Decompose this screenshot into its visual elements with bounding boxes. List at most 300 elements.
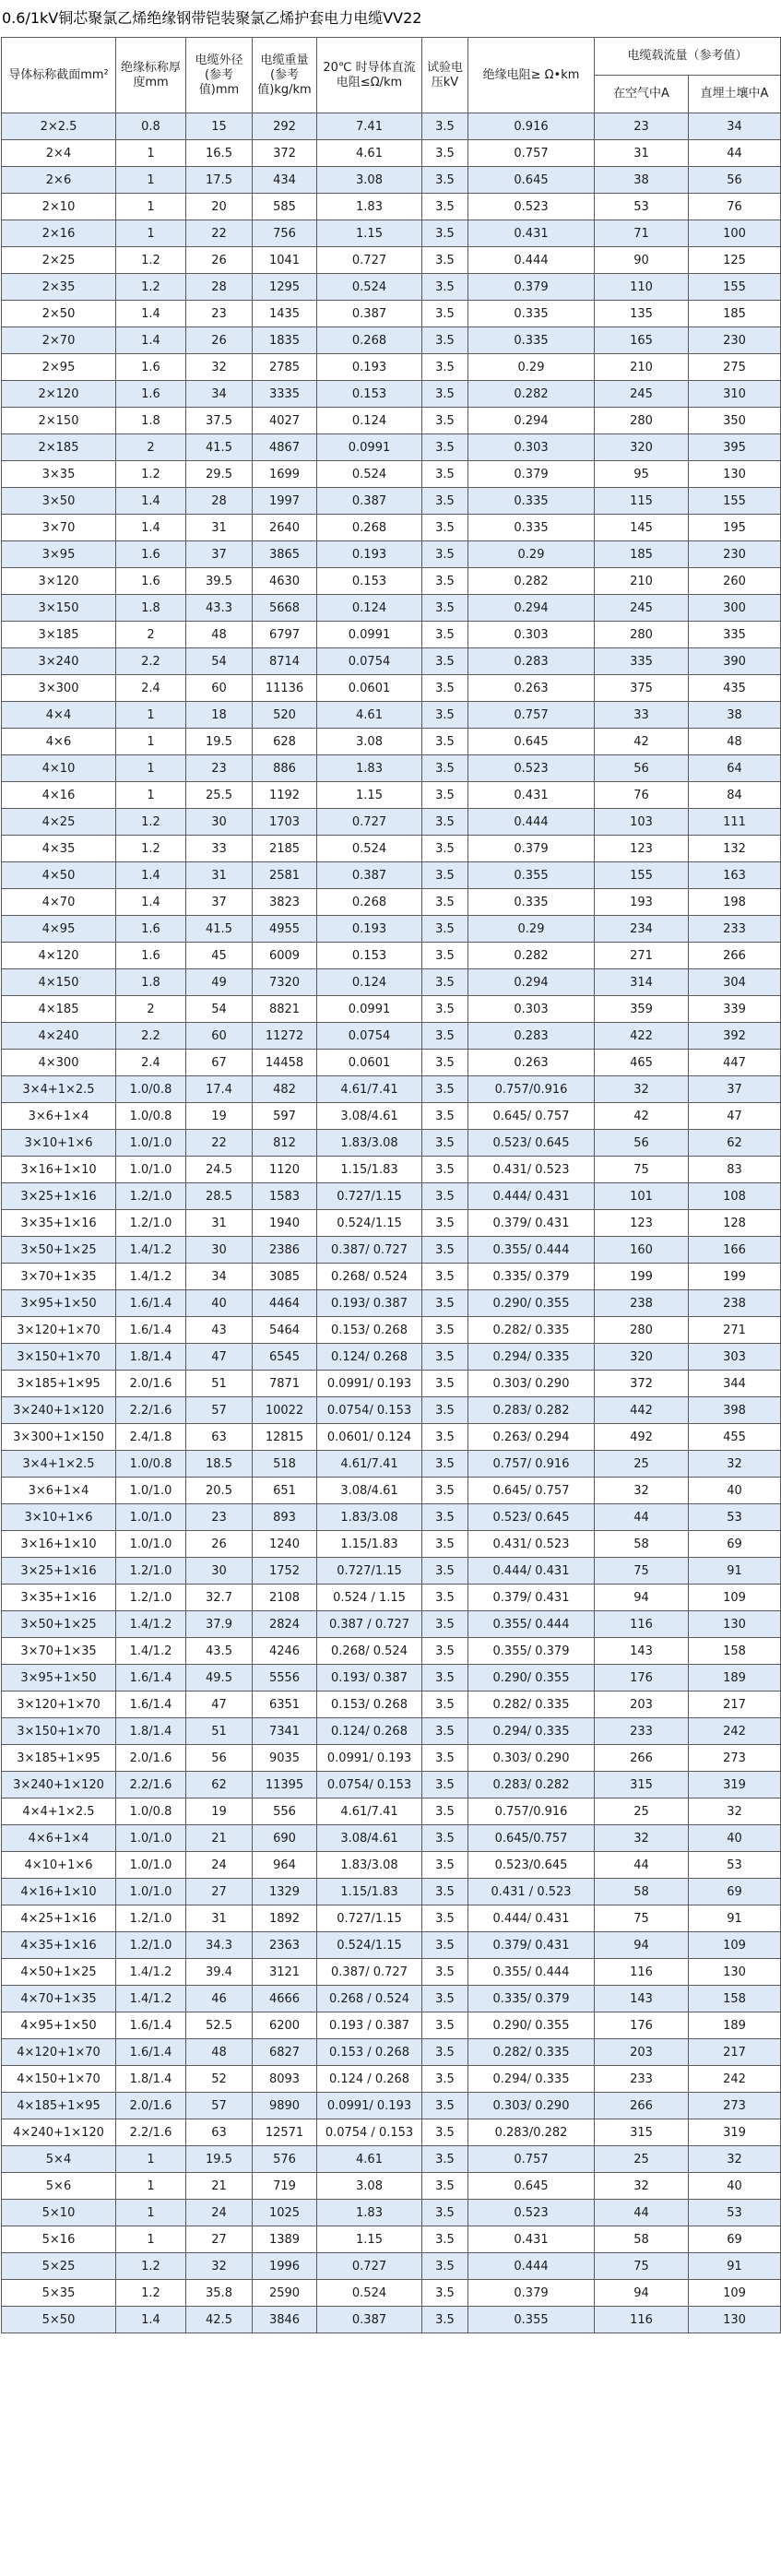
cell-weight: 8821 xyxy=(253,996,317,1023)
cell-insulation: 2.4/1.8 xyxy=(116,1424,186,1451)
table-row xyxy=(2,969,781,996)
cell-diameter: 37.9 xyxy=(186,1611,253,1638)
cell-insulation-resistance: 0.916 xyxy=(468,113,595,140)
cell-current-soil: 398 xyxy=(689,1397,781,1424)
cell-diameter: 60 xyxy=(186,1023,253,1050)
cell-weight: 1389 xyxy=(253,2226,317,2253)
cell-voltage: 3.5 xyxy=(422,809,468,836)
cell-insulation-resistance: 0.282 xyxy=(468,943,595,969)
cell-weight: 719 xyxy=(253,2173,317,2200)
cell-resistance: 0.193 / 0.387 xyxy=(317,2012,422,2039)
cell-current-soil: 109 xyxy=(689,1932,781,1959)
cell-insulation-resistance: 0.379 xyxy=(468,274,595,301)
cell-diameter: 39.5 xyxy=(186,568,253,595)
cell-diameter: 41.5 xyxy=(186,916,253,943)
cell-insulation-resistance: 0.431 xyxy=(468,782,595,809)
cell-voltage: 3.5 xyxy=(422,1076,468,1103)
cell-current-soil: 447 xyxy=(689,1050,781,1076)
cell-insulation-resistance: 0.645/ 0.757 xyxy=(468,1103,595,1130)
cell-insulation-resistance: 0.645 xyxy=(468,729,595,755)
cell-spec: 2×10 xyxy=(2,194,116,220)
cell-current-air: 160 xyxy=(595,1237,689,1264)
cell-insulation: 1.2 xyxy=(116,2253,186,2280)
cell-voltage: 3.5 xyxy=(422,113,468,140)
cell-current-soil: 40 xyxy=(689,2173,781,2200)
cell-weight: 893 xyxy=(253,1504,317,1531)
cell-current-air: 32 xyxy=(595,1076,689,1103)
table-row xyxy=(2,1745,781,1772)
cell-resistance: 0.193/ 0.387 xyxy=(317,1290,422,1317)
cell-insulation: 1.4/1.2 xyxy=(116,1638,186,1665)
cell-weight: 3865 xyxy=(253,541,317,568)
table-row xyxy=(2,889,781,916)
cell-weight: 690 xyxy=(253,1825,317,1852)
cell-insulation-resistance: 0.645/ 0.757 xyxy=(468,1478,595,1504)
table-row xyxy=(2,1424,781,1451)
cell-diameter: 34.3 xyxy=(186,1932,253,1959)
col-header-spec: 导体标称截面mm² xyxy=(2,38,116,113)
cell-diameter: 57 xyxy=(186,1397,253,1424)
cell-spec: 3×16+1×10 xyxy=(2,1157,116,1183)
cell-current-soil: 271 xyxy=(689,1317,781,1344)
table-row xyxy=(2,1076,781,1103)
cell-resistance: 1.15/1.83 xyxy=(317,1531,422,1558)
cell-insulation: 1 xyxy=(116,140,186,167)
cell-diameter: 48 xyxy=(186,2039,253,2066)
cell-weight: 3846 xyxy=(253,2307,317,2333)
cell-voltage: 3.5 xyxy=(422,1264,468,1290)
table-row xyxy=(2,1237,781,1264)
cell-resistance: 0.387 xyxy=(317,301,422,327)
cell-diameter: 32 xyxy=(186,354,253,381)
cell-insulation-resistance: 0.523/ 0.645 xyxy=(468,1130,595,1157)
cell-weight: 3085 xyxy=(253,1264,317,1290)
cell-insulation-resistance: 0.283 xyxy=(468,1023,595,1050)
cell-current-air: 110 xyxy=(595,274,689,301)
cell-insulation-resistance: 0.283/ 0.282 xyxy=(468,1397,595,1424)
cell-diameter: 41.5 xyxy=(186,434,253,461)
cell-spec: 3×300+1×150 xyxy=(2,1424,116,1451)
cell-current-air: 58 xyxy=(595,1531,689,1558)
cell-weight: 4666 xyxy=(253,1986,317,2012)
cell-current-air: 315 xyxy=(595,1772,689,1798)
cell-diameter: 25.5 xyxy=(186,782,253,809)
cell-resistance: 1.83/3.08 xyxy=(317,1504,422,1531)
cell-spec: 4×35+1×16 xyxy=(2,1932,116,1959)
cell-voltage: 3.5 xyxy=(422,1050,468,1076)
cell-current-air: 372 xyxy=(595,1371,689,1397)
cell-voltage: 3.5 xyxy=(422,354,468,381)
cell-resistance: 0.727/1.15 xyxy=(317,1183,422,1210)
cell-resistance: 3.08/4.61 xyxy=(317,1825,422,1852)
cell-weight: 5464 xyxy=(253,1317,317,1344)
cell-current-air: 75 xyxy=(595,1157,689,1183)
cell-insulation: 1.2/1.0 xyxy=(116,1183,186,1210)
cell-insulation-resistance: 0.335 xyxy=(468,889,595,916)
cell-current-soil: 69 xyxy=(689,1531,781,1558)
cell-current-soil: 32 xyxy=(689,1798,781,1825)
cell-current-air: 320 xyxy=(595,1344,689,1371)
cell-current-air: 176 xyxy=(595,2012,689,2039)
cell-weight: 520 xyxy=(253,702,317,729)
table-row xyxy=(2,702,781,729)
cell-voltage: 3.5 xyxy=(422,2226,468,2253)
cell-current-soil: 435 xyxy=(689,675,781,702)
col-header-current-group: 电缆载流量（参考值） xyxy=(595,38,781,76)
cell-insulation-resistance: 0.757 xyxy=(468,140,595,167)
cell-spec: 3×95+1×50 xyxy=(2,1290,116,1317)
cell-diameter: 43.5 xyxy=(186,1638,253,1665)
cell-weight: 6545 xyxy=(253,1344,317,1371)
cell-current-air: 25 xyxy=(595,1451,689,1478)
cell-insulation-resistance: 0.263 xyxy=(468,675,595,702)
cell-insulation-resistance: 0.444 xyxy=(468,247,595,274)
cell-insulation: 2.2/1.6 xyxy=(116,1772,186,1798)
cell-insulation: 1.2 xyxy=(116,461,186,488)
cell-voltage: 3.5 xyxy=(422,1344,468,1371)
col-header-insulation-resistance: 绝缘电阻≥ Ω•km xyxy=(468,38,595,113)
cell-insulation-resistance: 0.379/ 0.431 xyxy=(468,1585,595,1611)
cell-insulation: 1.6/1.4 xyxy=(116,1317,186,1344)
cell-current-air: 115 xyxy=(595,488,689,515)
cell-voltage: 3.5 xyxy=(422,1183,468,1210)
cell-insulation: 2.2/1.6 xyxy=(116,2119,186,2146)
cell-insulation: 1.2/1.0 xyxy=(116,1905,186,1932)
table-row xyxy=(2,568,781,595)
cell-current-soil: 130 xyxy=(689,1611,781,1638)
table-row xyxy=(2,2093,781,2119)
cell-current-soil: 198 xyxy=(689,889,781,916)
cell-weight: 2386 xyxy=(253,1237,317,1264)
table-row xyxy=(2,488,781,515)
cell-insulation-resistance: 0.303/ 0.290 xyxy=(468,2093,595,2119)
cell-voltage: 3.5 xyxy=(422,1692,468,1718)
cell-current-soil: 125 xyxy=(689,247,781,274)
cell-resistance: 4.61/7.41 xyxy=(317,1451,422,1478)
cell-diameter: 24.5 xyxy=(186,1157,253,1183)
cell-insulation-resistance: 0.431 / 0.523 xyxy=(468,1879,595,1905)
cell-diameter: 29.5 xyxy=(186,461,253,488)
cell-diameter: 23 xyxy=(186,301,253,327)
cell-current-air: 25 xyxy=(595,1798,689,1825)
cell-weight: 2785 xyxy=(253,354,317,381)
cell-insulation-resistance: 0.523/ 0.645 xyxy=(468,1504,595,1531)
cell-resistance: 4.61/7.41 xyxy=(317,1798,422,1825)
cell-insulation-resistance: 0.444/ 0.431 xyxy=(468,1183,595,1210)
cell-voltage: 3.5 xyxy=(422,622,468,648)
cell-spec: 3×10+1×6 xyxy=(2,1130,116,1157)
col-header-resistance: 20℃ 时导体直流电阻≤Ω/km xyxy=(317,38,422,113)
cell-current-air: 266 xyxy=(595,2093,689,2119)
cell-weight: 651 xyxy=(253,1478,317,1504)
cell-current-air: 165 xyxy=(595,327,689,354)
cell-spec: 4×185+1×95 xyxy=(2,2093,116,2119)
table-row xyxy=(2,2307,781,2333)
cell-insulation: 1.4 xyxy=(116,327,186,354)
cell-weight: 1996 xyxy=(253,2253,317,2280)
cell-resistance: 0.0601/ 0.124 xyxy=(317,1424,422,1451)
cell-insulation-resistance: 0.379 xyxy=(468,836,595,862)
cell-current-air: 135 xyxy=(595,301,689,327)
cell-current-soil: 40 xyxy=(689,1478,781,1504)
cell-insulation: 1.4 xyxy=(116,515,186,541)
cell-spec: 3×120+1×70 xyxy=(2,1317,116,1344)
cell-resistance: 0.124/ 0.268 xyxy=(317,1344,422,1371)
cell-voltage: 3.5 xyxy=(422,515,468,541)
cell-voltage: 3.5 xyxy=(422,381,468,408)
cell-insulation: 2.0/1.6 xyxy=(116,2093,186,2119)
cell-current-air: 145 xyxy=(595,515,689,541)
cell-insulation-resistance: 0.355/ 0.444 xyxy=(468,1237,595,1264)
cell-voltage: 3.5 xyxy=(422,1825,468,1852)
cell-voltage: 3.5 xyxy=(422,1905,468,1932)
cell-resistance: 1.83 xyxy=(317,2200,422,2226)
cell-spec: 3×150+1×70 xyxy=(2,1344,116,1371)
cell-current-soil: 47 xyxy=(689,1103,781,1130)
cell-insulation-resistance: 0.523/0.645 xyxy=(468,1852,595,1879)
cell-insulation-resistance: 0.355 xyxy=(468,2307,595,2333)
table-row xyxy=(2,1103,781,1130)
cell-resistance: 0.124/ 0.268 xyxy=(317,1718,422,1745)
cell-voltage: 3.5 xyxy=(422,1531,468,1558)
cell-current-air: 233 xyxy=(595,1718,689,1745)
cell-insulation: 1.2/1.0 xyxy=(116,1210,186,1237)
cell-current-soil: 275 xyxy=(689,354,781,381)
cell-insulation: 1.4/1.2 xyxy=(116,1237,186,1264)
table-row xyxy=(2,1665,781,1692)
cell-current-soil: 199 xyxy=(689,1264,781,1290)
cell-weight: 8093 xyxy=(253,2066,317,2093)
cell-spec: 5×4 xyxy=(2,2146,116,2173)
cell-spec: 4×35 xyxy=(2,836,116,862)
cell-current-soil: 109 xyxy=(689,2280,781,2307)
cell-insulation-resistance: 0.283/0.282 xyxy=(468,2119,595,2146)
cell-weight: 11136 xyxy=(253,675,317,702)
cell-current-soil: 108 xyxy=(689,1183,781,1210)
cell-diameter: 51 xyxy=(186,1718,253,1745)
cell-current-soil: 158 xyxy=(689,1638,781,1665)
cell-resistance: 0.153 / 0.268 xyxy=(317,2039,422,2066)
cell-weight: 2640 xyxy=(253,515,317,541)
table-row xyxy=(2,1531,781,1558)
cell-insulation-resistance: 0.294/ 0.335 xyxy=(468,1344,595,1371)
cell-spec: 4×240+1×120 xyxy=(2,2119,116,2146)
cell-current-soil: 260 xyxy=(689,568,781,595)
cell-diameter: 21 xyxy=(186,1825,253,1852)
cell-voltage: 3.5 xyxy=(422,2039,468,2066)
cell-insulation-resistance: 0.645 xyxy=(468,2173,595,2200)
cell-diameter: 37 xyxy=(186,889,253,916)
cell-current-soil: 38 xyxy=(689,702,781,729)
cell-current-soil: 64 xyxy=(689,755,781,782)
cell-weight: 597 xyxy=(253,1103,317,1130)
cell-voltage: 3.5 xyxy=(422,836,468,862)
cell-resistance: 1.83 xyxy=(317,194,422,220)
cell-diameter: 19.5 xyxy=(186,2146,253,2173)
cell-insulation-resistance: 0.523 xyxy=(468,755,595,782)
cell-insulation: 1 xyxy=(116,2200,186,2226)
cell-spec: 3×240 xyxy=(2,648,116,675)
cell-spec: 4×50+1×25 xyxy=(2,1959,116,1986)
cell-resistance: 0.193 xyxy=(317,916,422,943)
table-row xyxy=(2,755,781,782)
cell-current-soil: 53 xyxy=(689,1504,781,1531)
table-row xyxy=(2,274,781,301)
cell-diameter: 32 xyxy=(186,2253,253,2280)
cell-resistance: 1.15 xyxy=(317,220,422,247)
cell-current-soil: 130 xyxy=(689,2307,781,2333)
cell-current-air: 23 xyxy=(595,113,689,140)
cell-insulation-resistance: 0.335 xyxy=(468,301,595,327)
table-row xyxy=(2,595,781,622)
table-row xyxy=(2,1959,781,1986)
cell-diameter: 32.7 xyxy=(186,1585,253,1611)
cell-current-air: 492 xyxy=(595,1424,689,1451)
cell-diameter: 31 xyxy=(186,515,253,541)
table-row xyxy=(2,1504,781,1531)
cell-insulation-resistance: 0.290/ 0.355 xyxy=(468,2012,595,2039)
cell-spec: 3×50+1×25 xyxy=(2,1611,116,1638)
cell-current-soil: 304 xyxy=(689,969,781,996)
cell-weight: 12815 xyxy=(253,1424,317,1451)
cell-insulation-resistance: 0.29 xyxy=(468,541,595,568)
cell-insulation: 1.8 xyxy=(116,595,186,622)
cell-current-soil: 195 xyxy=(689,515,781,541)
cell-insulation: 1.0/1.0 xyxy=(116,1852,186,1879)
cell-voltage: 3.5 xyxy=(422,916,468,943)
cell-resistance: 1.15 xyxy=(317,782,422,809)
table-row xyxy=(2,1932,781,1959)
cell-current-air: 143 xyxy=(595,1986,689,2012)
cell-insulation: 1.6/1.4 xyxy=(116,2012,186,2039)
cell-resistance: 0.0991/ 0.193 xyxy=(317,1371,422,1397)
cell-current-air: 38 xyxy=(595,167,689,194)
cell-current-soil: 233 xyxy=(689,916,781,943)
cell-current-soil: 100 xyxy=(689,220,781,247)
cell-weight: 1752 xyxy=(253,1558,317,1585)
cell-spec: 4×10 xyxy=(2,755,116,782)
cell-insulation: 1.6 xyxy=(116,568,186,595)
cell-voltage: 3.5 xyxy=(422,2012,468,2039)
cell-insulation: 1.0/1.0 xyxy=(116,1879,186,1905)
cell-current-soil: 189 xyxy=(689,2012,781,2039)
cell-current-air: 203 xyxy=(595,2039,689,2066)
cell-voltage: 3.5 xyxy=(422,1959,468,1986)
cell-insulation-resistance: 0.523 xyxy=(468,194,595,220)
cell-current-air: 44 xyxy=(595,1852,689,1879)
cell-insulation: 1 xyxy=(116,782,186,809)
cell-voltage: 3.5 xyxy=(422,2200,468,2226)
cell-diameter: 28 xyxy=(186,274,253,301)
cell-spec: 2×150 xyxy=(2,408,116,434)
cell-spec: 4×120 xyxy=(2,943,116,969)
cell-current-air: 25 xyxy=(595,2146,689,2173)
cell-weight: 7871 xyxy=(253,1371,317,1397)
cell-weight: 1295 xyxy=(253,274,317,301)
cell-weight: 1329 xyxy=(253,1879,317,1905)
cell-voltage: 3.5 xyxy=(422,1023,468,1050)
cell-weight: 1583 xyxy=(253,1183,317,1210)
cell-voltage: 3.5 xyxy=(422,1638,468,1665)
cell-spec: 3×185+1×95 xyxy=(2,1745,116,1772)
cell-current-soil: 335 xyxy=(689,622,781,648)
cell-insulation: 1.6 xyxy=(116,943,186,969)
cell-voltage: 3.5 xyxy=(422,1718,468,1745)
cell-voltage: 3.5 xyxy=(422,1103,468,1130)
cell-voltage: 3.5 xyxy=(422,943,468,969)
cell-current-air: 94 xyxy=(595,2280,689,2307)
cell-spec: 4×50 xyxy=(2,862,116,889)
cell-current-air: 176 xyxy=(595,1665,689,1692)
cell-resistance: 0.124 xyxy=(317,595,422,622)
cell-spec: 2×2.5 xyxy=(2,113,116,140)
cell-voltage: 3.5 xyxy=(422,755,468,782)
cell-weight: 2824 xyxy=(253,1611,317,1638)
cell-insulation-resistance: 0.335 xyxy=(468,515,595,541)
cell-resistance: 4.61/7.41 xyxy=(317,1076,422,1103)
cell-insulation: 1.0/1.0 xyxy=(116,1130,186,1157)
cell-current-soil: 91 xyxy=(689,1905,781,1932)
cell-spec: 4×185 xyxy=(2,996,116,1023)
cell-resistance: 0.727 xyxy=(317,247,422,274)
cell-insulation-resistance: 0.335 xyxy=(468,327,595,354)
cell-current-air: 185 xyxy=(595,541,689,568)
cell-diameter: 43.3 xyxy=(186,595,253,622)
cell-current-air: 233 xyxy=(595,2066,689,2093)
cell-resistance: 0.0991 xyxy=(317,622,422,648)
cable-spec-table xyxy=(1,37,781,2333)
cell-spec: 3×95 xyxy=(2,541,116,568)
cell-current-air: 320 xyxy=(595,434,689,461)
cell-current-soil: 130 xyxy=(689,1959,781,1986)
cell-spec: 4×120+1×70 xyxy=(2,2039,116,2066)
cell-resistance: 0.193 xyxy=(317,541,422,568)
cell-insulation-resistance: 0.303 xyxy=(468,434,595,461)
cell-voltage: 3.5 xyxy=(422,488,468,515)
cell-insulation-resistance: 0.431 xyxy=(468,2226,595,2253)
cell-current-air: 44 xyxy=(595,1504,689,1531)
col-header-diameter: 电缆外径(参考值)mm xyxy=(186,38,253,113)
table-row xyxy=(2,2012,781,2039)
table-row xyxy=(2,434,781,461)
cell-spec: 5×16 xyxy=(2,2226,116,2253)
cell-spec: 4×70+1×35 xyxy=(2,1986,116,2012)
cell-voltage: 3.5 xyxy=(422,327,468,354)
cell-insulation: 1.8/1.4 xyxy=(116,1344,186,1371)
cell-resistance: 0.524/1.15 xyxy=(317,1932,422,1959)
table-row xyxy=(2,648,781,675)
cell-voltage: 3.5 xyxy=(422,2307,468,2333)
cell-spec: 4×16+1×10 xyxy=(2,1879,116,1905)
cell-resistance: 0.268 xyxy=(317,327,422,354)
cell-current-air: 143 xyxy=(595,1638,689,1665)
cell-insulation: 1.2 xyxy=(116,809,186,836)
cell-resistance: 0.153 xyxy=(317,943,422,969)
cell-insulation-resistance: 0.283/ 0.282 xyxy=(468,1772,595,1798)
cell-insulation: 1.0/1.0 xyxy=(116,1531,186,1558)
table-row xyxy=(2,1825,781,1852)
cell-diameter: 49.5 xyxy=(186,1665,253,1692)
cell-insulation-resistance: 0.444 xyxy=(468,2253,595,2280)
cell-diameter: 43 xyxy=(186,1317,253,1344)
cell-current-air: 203 xyxy=(595,1692,689,1718)
cell-current-air: 210 xyxy=(595,354,689,381)
cell-spec: 5×35 xyxy=(2,2280,116,2307)
cell-insulation: 2.2 xyxy=(116,1023,186,1050)
cell-diameter: 57 xyxy=(186,2093,253,2119)
cell-weight: 1699 xyxy=(253,461,317,488)
cell-spec: 4×10+1×6 xyxy=(2,1852,116,1879)
